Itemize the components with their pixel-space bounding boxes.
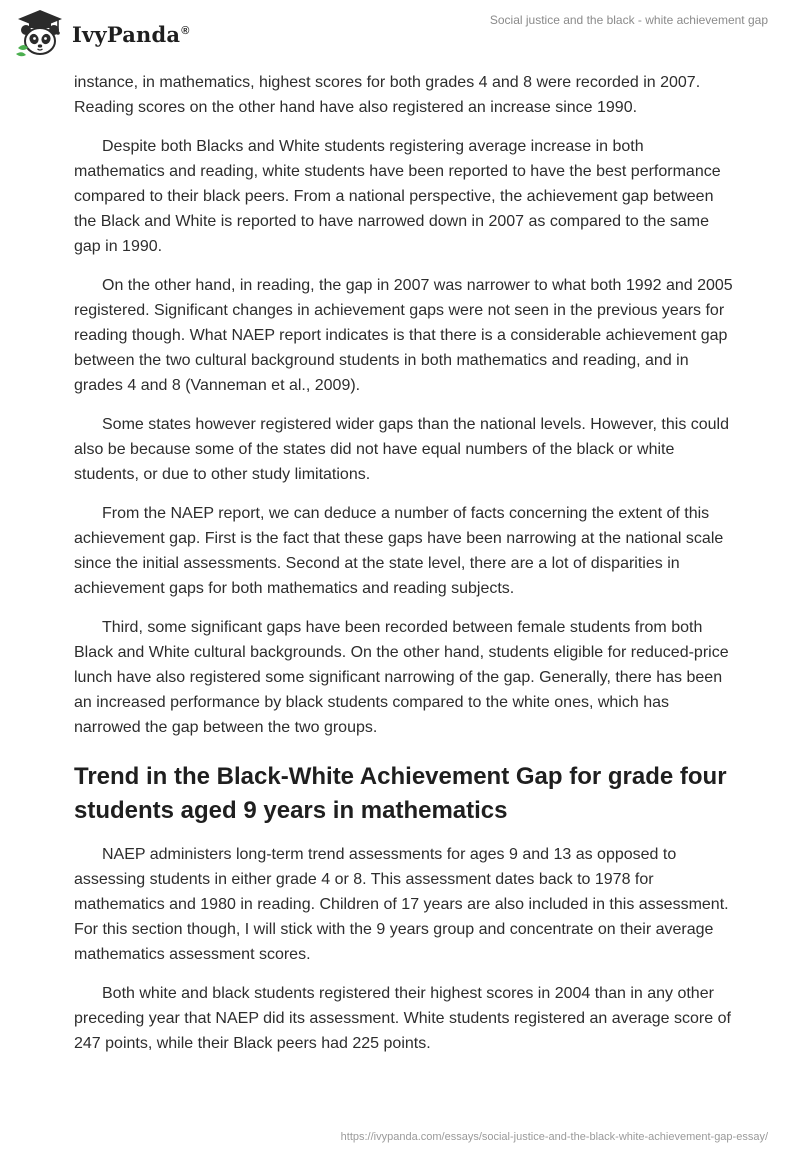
paragraph: Both white and black students registered their highest scores in 2004 than in any other preceding year that NAEP did its assessment. White students registered an average score of 247 points, while their Black peers had 225 points. xyxy=(74,985,731,1052)
registered-mark: ® xyxy=(181,24,190,37)
paragraph: On the other hand, in reading, the gap in 2007 was narrower to what both 1992 and 2005 registered. Significant changes in achievement gaps were not seen in the previous years for reading though. What NAEP report indicates is that there is a considerable achievement gap between the two cultural background students in both mathematics and reading, and in grades 4 and 8 (Vanneman et al., 2009). xyxy=(74,277,733,394)
source-url[interactable]: https://ivypanda.com/essays/social-justice-and-the-black-white-achievement-gap-essay/ xyxy=(340,1131,768,1143)
paragraph: Despite both Blacks and White students registering average increase in both mathematics and reading, white students have been reported to have the best performance compared to their black peers. From a national perspective, the achievement gap between the Black and White is reported to have narrowed down in 2007 as compared to the same gap in 1990. xyxy=(74,138,721,255)
document-title: Social justice and the black - white achievement gap xyxy=(489,13,768,27)
paragraph: From the NAEP report, we can deduce a number of facts concerning the extent of this achievement gap. First is the fact that these gaps have been narrowing at the national scale since the initial assessments. Second at the state level, there are a lot of disparities in achievement gaps for both mathematics and reading subjects. xyxy=(74,505,724,597)
paragraph: Third, some significant gaps have been recorded between female students from both Black and White cultural backgrounds. On the other hand, students eligible for reduced-price lunch have also registered some significant narrowing of the gap. Generally, there has been an increased performance by black students compared to the white ones, which has narrowed the gap between the two groups. xyxy=(74,619,729,736)
paragraph: Some states however registered wider gaps than the national levels. However, this could also be because some of the states did not have equal numbers of the black or white students, or due to other study limitations. xyxy=(74,416,730,483)
essay-body xyxy=(74,70,734,1070)
section-heading: Trend in the Black-White Achievement Gap for grade four students aged 9 years in mathematics xyxy=(74,763,727,824)
brand-logo[interactable] xyxy=(14,8,190,58)
brand-name: IvyPanda® xyxy=(72,21,190,47)
panda-graduate-icon xyxy=(14,8,66,58)
paragraph: NAEP administers long-term trend assessments for ages 9 and 13 as opposed to assessing students in either grade 4 or 8. This assessment dates back to 1978 for mathematics and 1980 in reading. Children of 17 years are also included in this assessment. For this section though, I will stick with the 9 years group and concentrate on their average mathematics assessment scores. xyxy=(74,846,729,963)
paragraph: instance, in mathematics, highest scores for both grades 4 and 8 were recorded in 2007. Reading scores on the other hand have also registered an increase since 1990. xyxy=(74,74,701,116)
page-header xyxy=(0,0,800,70)
